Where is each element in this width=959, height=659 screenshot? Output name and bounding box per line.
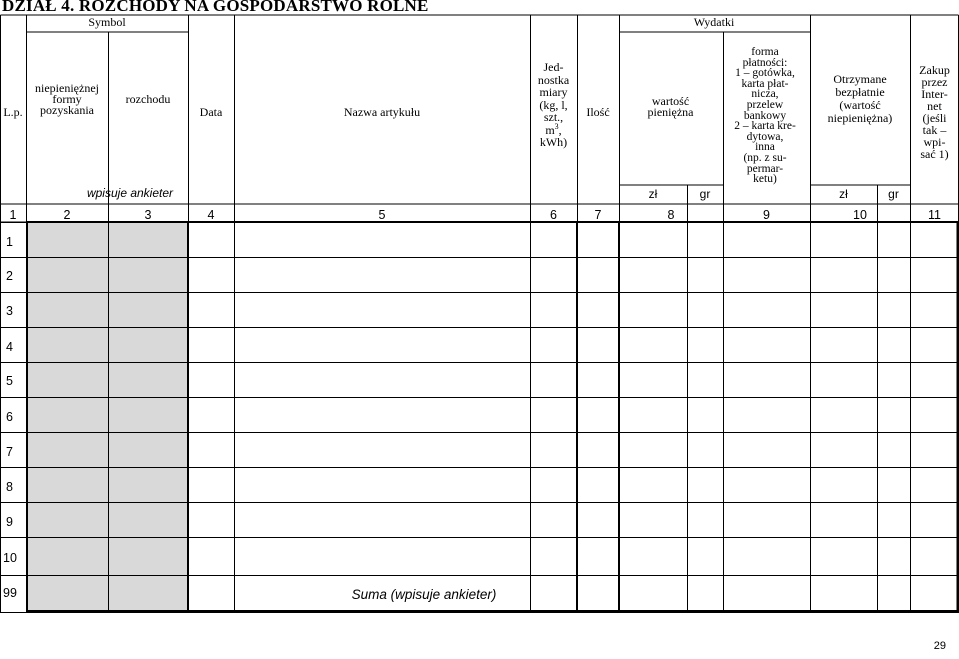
- row-label: 99: [3, 586, 17, 600]
- column-number: 7: [594, 208, 602, 222]
- nazwa-artykulu-header: Nazwa artykułu: [343, 105, 421, 119]
- data-header: Data: [199, 105, 223, 119]
- jednostka-miary-header: Jed- nostka miary (kg, l, szt., $m^3$, kWh): [537, 60, 570, 149]
- suma-label: Suma (wpisuje ankieter): [351, 587, 497, 602]
- section-title: DZIAŁ 4. ROZCHODY NA GOSPODARSTWO ROLNE: [2, 0, 429, 15]
- shaded-cells: [27, 222, 188, 612]
- forma-pozyskania-header: niepieniężnej formy pozyskania: [35, 81, 99, 117]
- unit-zl-otrzymane: zł: [839, 187, 848, 201]
- column-number: 10: [853, 208, 867, 222]
- row-label: 9: [6, 515, 13, 529]
- column-number: 3: [144, 208, 152, 222]
- row-label: 1: [6, 235, 13, 249]
- row-label: 10: [3, 551, 17, 565]
- column-number: 6: [550, 208, 557, 222]
- column-number: 1: [9, 208, 17, 222]
- row-label: 6: [6, 410, 13, 424]
- column-number: 11: [928, 208, 941, 222]
- rozchodu-header: rozchodu: [125, 92, 171, 106]
- shaded-cell: [27, 222, 188, 612]
- row-label: 3: [6, 304, 13, 318]
- symbol-header: Symbol: [88, 15, 126, 29]
- column-number: 5: [378, 208, 386, 222]
- lp-header: L.p.: [3, 105, 23, 119]
- column-number: 9: [763, 208, 770, 222]
- wydatki-header: Wydatki: [693, 15, 735, 29]
- row-label: 7: [6, 445, 13, 459]
- forma-platnosci-header: forma płatności: 1 – gotówka, karta płat- nicza, przelew bankowy 2 – karta kre- dytowa, inna (np. z su- permar- ketu): [734, 46, 796, 186]
- wartosc-pieniezna-header: wartość pieniężna: [647, 94, 694, 119]
- row-label: 8: [6, 480, 13, 494]
- otrzymane-bezplatnie-header: Otrzymane bezpłatnie (wartość niepieniężna): [827, 72, 893, 125]
- row-label: 4: [6, 340, 13, 354]
- column-number: 2: [63, 208, 71, 222]
- column-number: 4: [207, 208, 215, 222]
- zakup-przez-internet-header: Zakup przez Inter- net (jeśli tak – wpi- sać 1): [919, 63, 950, 161]
- wpisuje-ankieter-note: wpisuje ankieter: [86, 186, 174, 200]
- page-number: 29: [933, 640, 946, 652]
- unit-gr-wartosc: gr: [699, 187, 711, 201]
- row-label: 5: [6, 374, 13, 388]
- column-number: 8: [667, 208, 675, 222]
- unit-zl-wartosc: zł: [648, 187, 658, 201]
- unit-gr-otrzymane: gr: [888, 187, 899, 201]
- ilosc-header: Ilość: [586, 105, 610, 119]
- row-label: 2: [6, 269, 13, 283]
